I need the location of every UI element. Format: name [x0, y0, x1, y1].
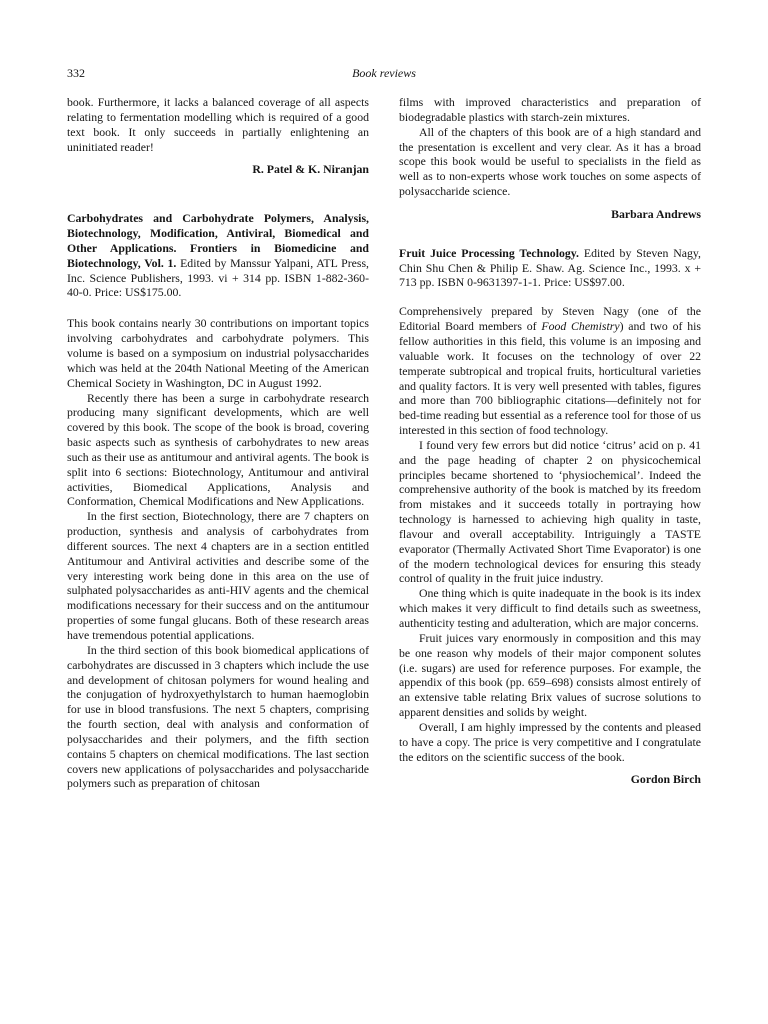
reviewer-signature-patel-niranjan: R. Patel & K. Niranjan: [252, 162, 369, 177]
spacer: [67, 300, 369, 316]
journal-name: Food Chemistry: [541, 319, 620, 334]
review-paragraph: In the third section of this book biomedical applications of carbohydrates are discussed in 3 chapters which include the use and development of chitosan polymers for wound healing and the conjugation of hydroxyethylstarch to human haemoglobin for use in blood transfusions. The next 5 chapters, comprising the fourth section, deal with analysis and conformation of polysaccharides and their polymers, and the fifth section contains 5 chapters on chemical modifications. The last section covers new applications of polysaccharides and polysaccharide polymers such as preparation of chitosan: [67, 642, 369, 791]
text-run: Comprehensively prepared by Steven Nagy (one of the Editorial Board members of: [399, 304, 701, 334]
review-paragraph: Recently there has been a surge in carbohydrate research producing many significant developments, which are well covered by this book. The scope of the book is broad, covering basic aspects such as synthesis of carbohydrates to new areas such as their use as antitumour and antiviral agents. The book is split into 6 sections: Biotechnology, Antitumour and antiviral activities, Biomedical Applications, Analysis and Conformation, Chemical Modifications and New Applications.: [67, 390, 369, 509]
review-paragraph: This book contains nearly 30 contributions on important topics involving carbohydrates and carbohydrate polymers. This volume is based on a symposium on industrial polysaccharides which was held at the 204th National Meeting of the American Chemical Society in Washington, DC in August 1992.: [67, 316, 369, 390]
text-run: ) and two of his fellow authorities in this field, this volume is an imposing and valuable work. It focuses on the technology of over 22 temperate subtropical and tropical fruits, horticultural varieties and quality factors. It is very well presented with tables, figures and more than 700 bibliographic citations—definitely not for bed-time reading but essential as a reference tool for those of us interested in this section of food technology.: [399, 319, 701, 438]
book-citation-carbohydrates: [67, 211, 369, 300]
review-paragraph: One thing which is quite inadequate in the book is its index which makes it very difficult to find details such as sweetness, authenticity testing and adulteration, which are major concerns.: [399, 586, 701, 630]
spacer: [399, 290, 701, 304]
book-title-fruit-juice: Fruit Juice Processing Technology.: [399, 245, 579, 260]
running-head: [67, 66, 701, 82]
left-column: [67, 95, 369, 791]
book-details-carbohydrates: Edited by Manssur Yalpani, ATL Press, Inc. Science Publishers, 1993. vi + 314 pp. ISBN 1-882-360-40-0. Price: US$175.00.: [67, 255, 369, 300]
review-continuation: films with improved characteristics and preparation of biodegradable plastics with starch-zein mixtures.: [399, 95, 701, 124]
book-title-carbohydrates: Carbohydrates and Carbohydrate Polymers, Analysis, Biotechnology, Modification, Antiviral, Biomedical and Other Applications. Frontiers in Biomedicine and Biotechnology, Vol. 1.: [67, 211, 369, 270]
book-details-fruit-juice: Edited by Steven Nagy, Chin Shu Chen & Philip E. Shaw. Ag. Science Inc., 1993. x + 713 pp. ISBN 0-9631397-1-1. Price: US$97.00.: [399, 245, 701, 290]
review-paragraph: Overall, I am highly impressed by the contents and pleased to have a copy. The price is very competitive and I congratulate the editors on the scientific success of the book.: [399, 719, 701, 764]
review-paragraph: Fruit juices vary enormously in composition and this may be one reason why models of their major component solutes (i.e. sugars) are used for reference purposes. For example, the appendix of this book (pp. 659–698) consists almost entirely of an extensive table relating Brix values of sucrose solutions to apparent densities and solids by weight.: [399, 630, 701, 720]
previous-review-ending: book. Furthermore, it lacks a balanced coverage of all aspects relating to fermentation modelling which is required of a good text book. It only succeeds in partially enlightening an uninitiated reader!: [67, 95, 369, 154]
page-number: 332: [67, 66, 85, 80]
review-paragraph: I found very few errors but did notice ‘citrus’ acid on p. 41 and the page heading of chapter 2 on physicochemical principles became shortened to ‘physiochemical’. Indeed the comprehensive authority of the book is matched by its freedom from mistakes and it succeeds totally in portraying how technology is harnessed to achieving high quality in taste, flavour and overall acceptability. Intriguingly a TASTE evaporator (Thermally Activated Short Time Evaporator) is one of the modern technological devices for ensuring this steady control of quality in the fruit juice industry.: [399, 437, 701, 586]
reviewer-signature-andrews: Barbara Andrews: [611, 206, 701, 221]
spacer: [399, 222, 701, 246]
spacer: [67, 177, 369, 211]
right-column: [399, 95, 701, 787]
review-paragraph: In the first section, Biotechnology, there are 7 chapters on production, synthesis and analysis of carbohydrates from different sources. The next 4 chapters are in a section entitled Antitumour and Antiviral activities and describe some of the very interesting work being done in this area on the use of sulphated polysaccharides as anti-HIV agents and the chemical modifications necessary for their success and on the antitumour properties of some fungal glucans. Both of these research areas have tremendous potential applications.: [67, 509, 369, 642]
book-citation-fruit-juice: [399, 246, 701, 291]
review-paragraph: All of the chapters of this book are of a high standard and the presentation is excellent and very clear. As it has a broad scope this book would be useful to specialists in the field as well as to non-experts whose work touches on some aspects of polysaccharide science.: [399, 124, 701, 199]
review-paragraph: [399, 304, 701, 438]
reviewer-signature-birch: Gordon Birch: [630, 772, 701, 787]
section-title: Book reviews: [352, 66, 416, 80]
